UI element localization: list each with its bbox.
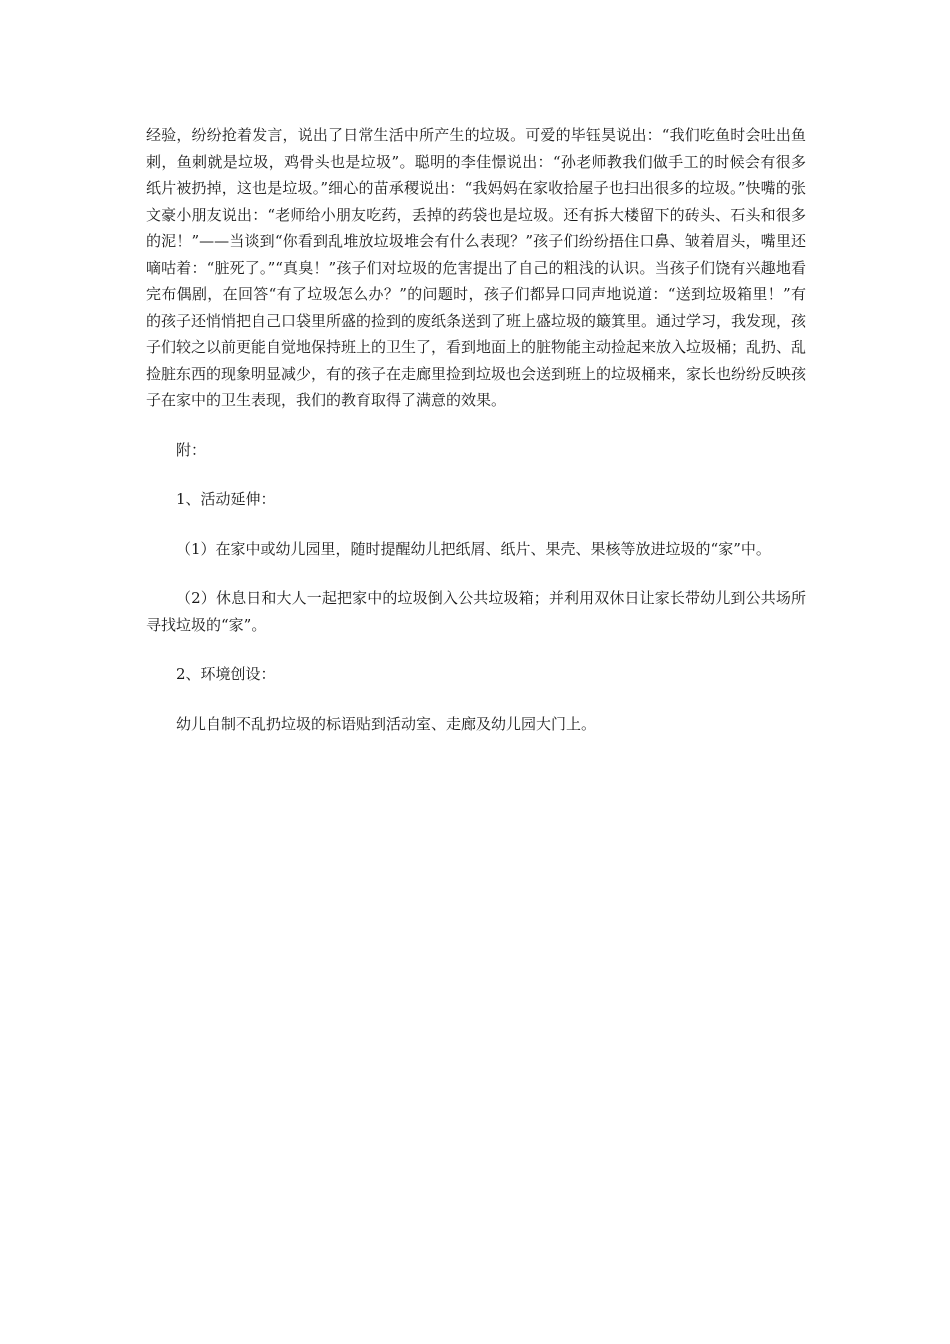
paragraph-environment-heading: 2、环境创设： [176, 665, 276, 683]
paragraph-appendix-heading: 附： [176, 440, 207, 459]
paragraph-activity-summary: 经验，纷纷抢着发言，说出了日常生活中所产生的垃圾。可爱的毕钰昊说出：“我们吃鱼时会吐出鱼刺，鱼刺就是垃圾，鸡骨头也是垃圾”。聪明的李佳憬说出：“孙老师教我们做手工的时候会有很多纸片被扔掉，这也是垃圾。”细心的苗承稷说出：“我妈妈在家收拾屋子也扫出很多的垃圾。”快嘴的张文豪小朋友说出：“老师给小朋友吃药，丢掉的药袋也是垃圾。还有拆大楼留下的砖头、石头和很多的泥！”——当谈到“你看到乱堆放垃圾堆会有什么表现？”孩子们纷纷捂住口鼻、皱着眉头，嘴里还嘀咕着：“脏死了。”“真臭！”孩子们对垃圾的危害提出了自己的粗浅的认识。当孩子们饶有兴趣地看完布偶剧，在回答“有了垃圾怎么办？”的问题时，孩子们都异口同声地说道：“送到垃圾箱里！”有的孩子还悄悄把自己口袋里所盛的捡到的废纸条送到了班上盛垃圾的簸箕里。通过学习，我发现，孩子们较之以前更能自觉地保持班上的卫生了，看到地面上的脏物能主动捡起来放入垃圾桶；乱扔、乱捡脏东西的现象明显减少，有的孩子在走廊里捡到垃圾也会送到班上的垃圾桶来，家长也纷纷反映孩子在家中的卫生表现，我们的教育取得了满意的效果。 [146, 126, 807, 409]
paragraph-extension-item-2: （2）休息日和大人一起把家中的垃圾倒入公共垃圾箱；并利用双休日让家长带幼儿到公共场所寻找垃圾的“家”。 [146, 589, 806, 634]
paragraph-extension-item-1: （1）在家中或幼儿园里，随时提醒幼儿把纸屑、纸片、果壳、果核等放进垃圾的“家”中。 [176, 539, 771, 558]
document-body [146, 122, 806, 737]
paragraph-activity-extension-heading: 1、活动延伸： [176, 490, 276, 508]
paragraph-environment-item: 幼儿自制不乱扔垃圾的标语贴到活动室、走廊及幼儿园大门上。 [176, 714, 597, 733]
